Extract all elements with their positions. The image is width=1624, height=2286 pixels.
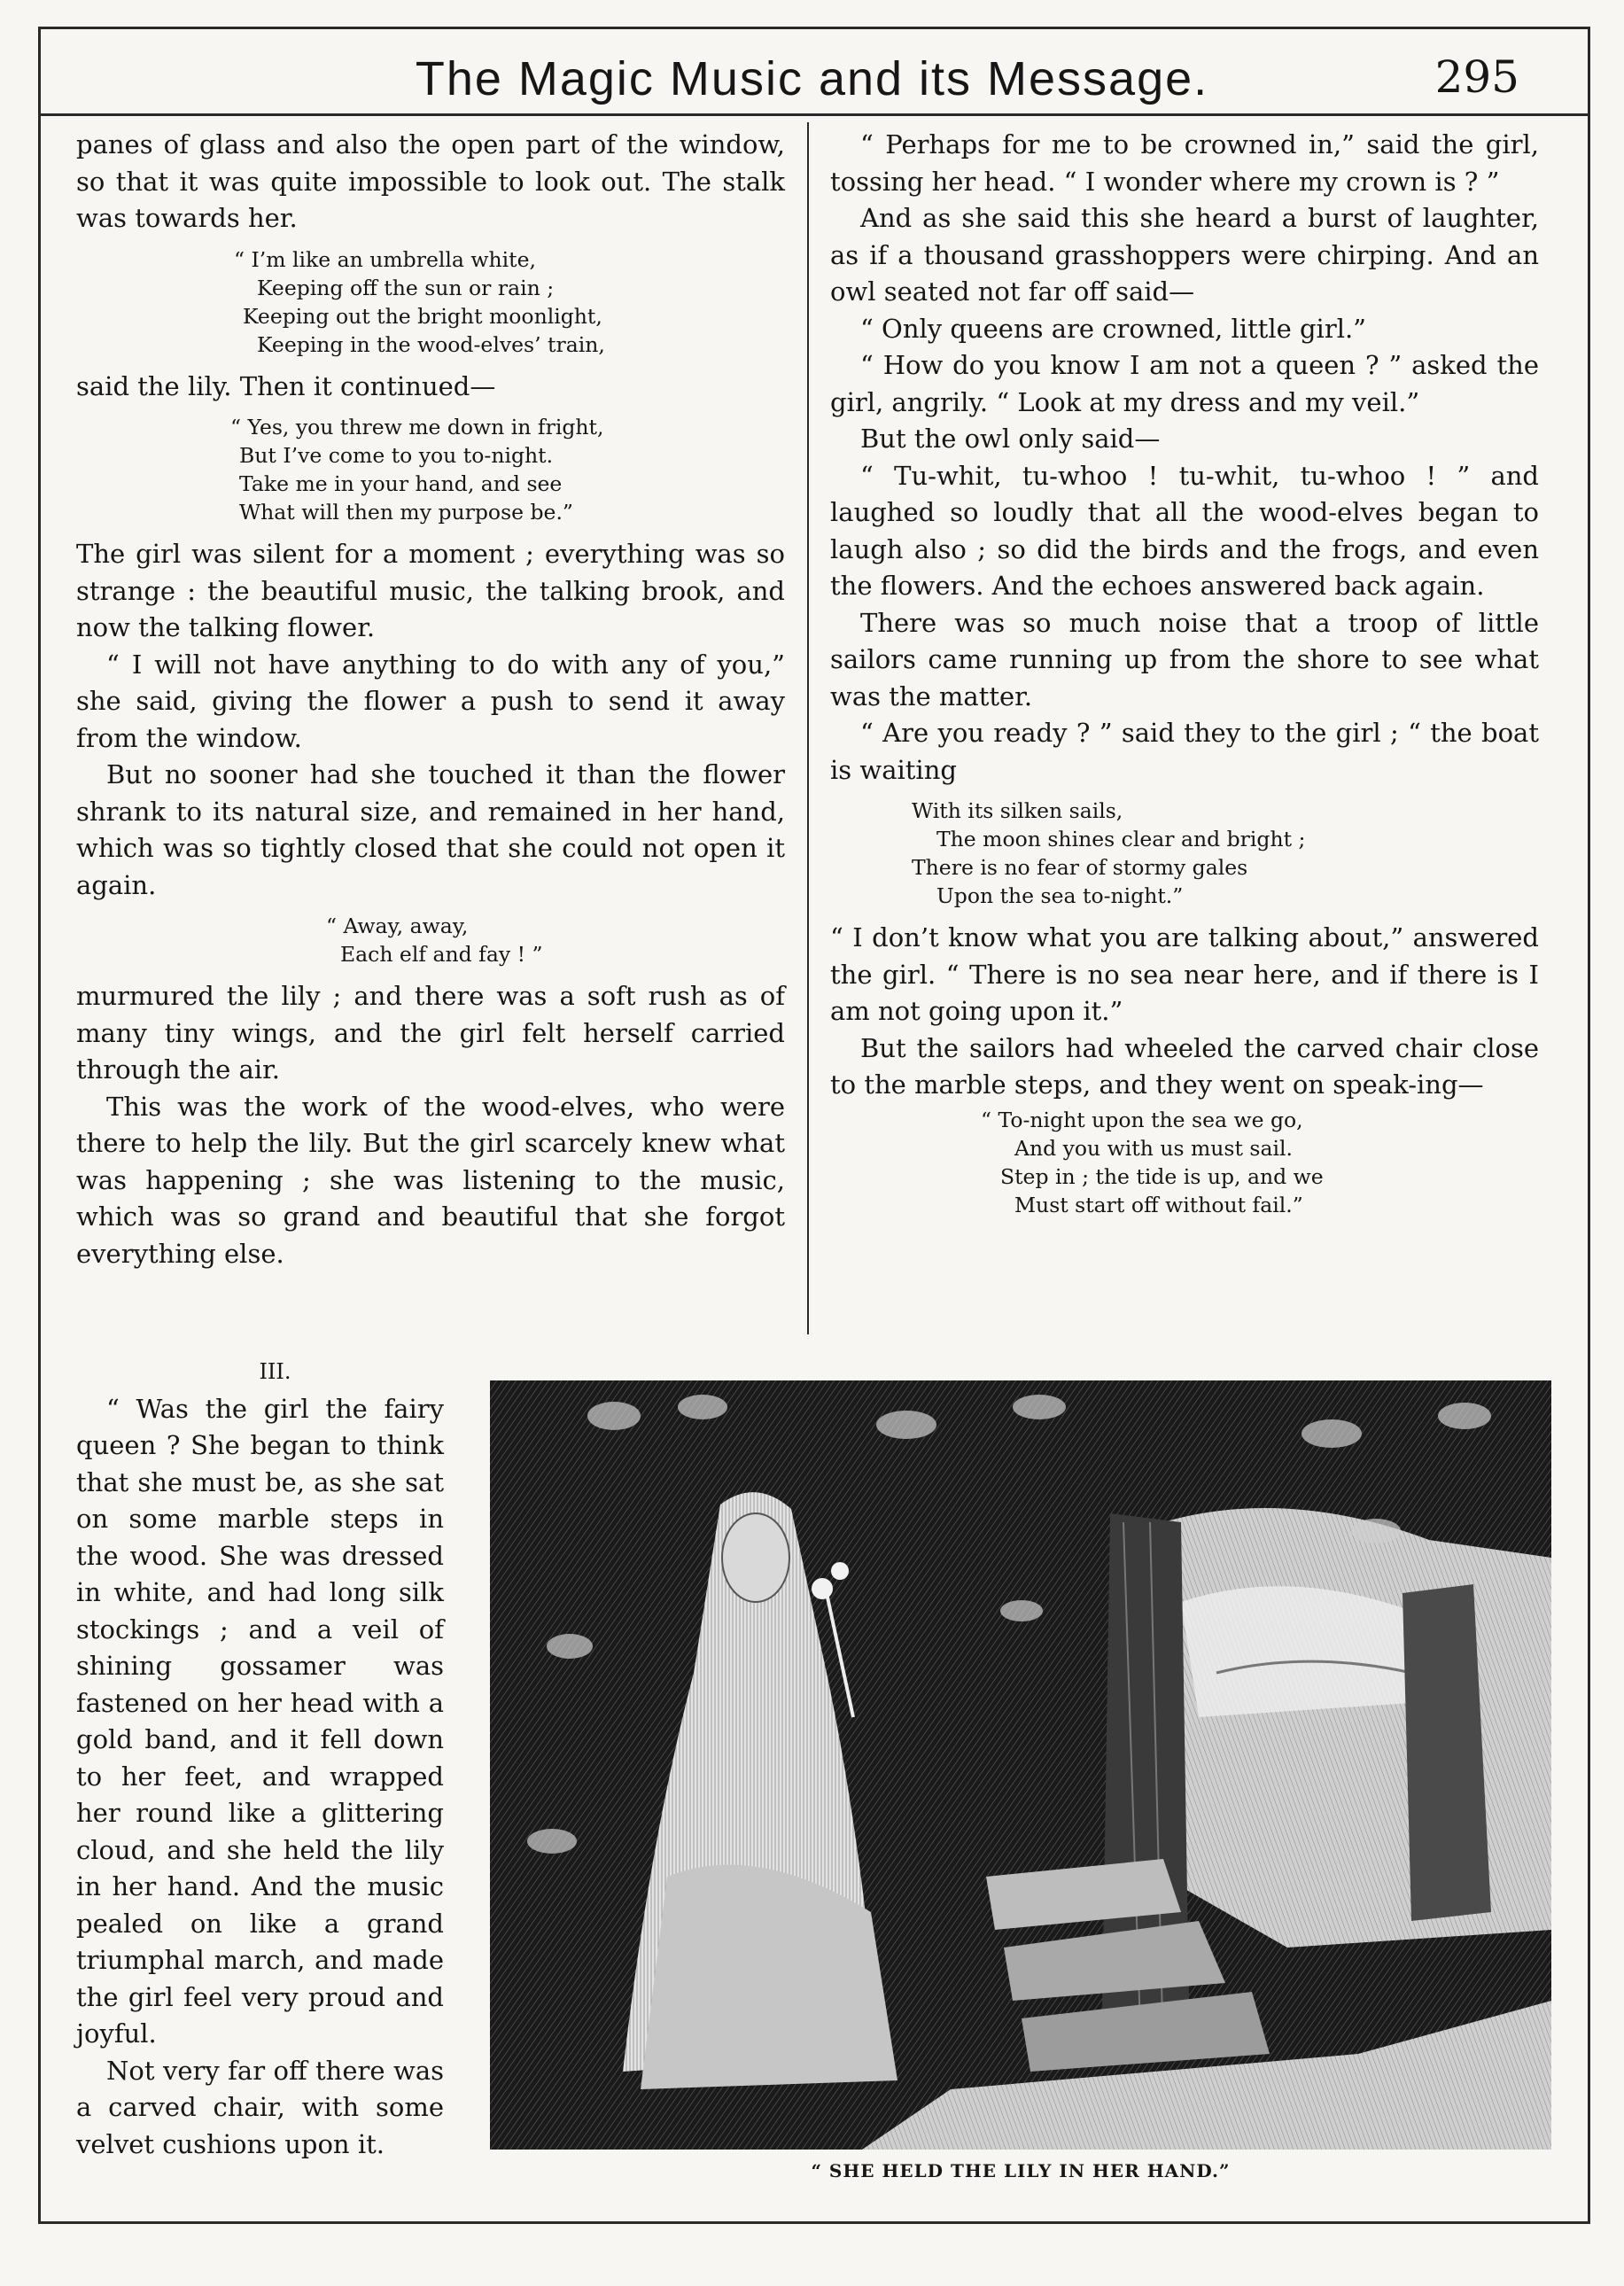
- paragraph: “ Are you ready ? ” said they to the girl ; “ the boat is waiting: [830, 718, 1539, 785]
- paragraph: “ Only queens are crowned, little girl.”: [860, 313, 1367, 344]
- paragraph: said the lily. Then it continued—: [76, 370, 496, 401]
- paragraph: “ I don’t know what you are talking about,” answered the girl. “ There is no sea near here, and if there is I am not going upon it.”: [830, 922, 1539, 1026]
- verse-line: But I’ve come to you to-night.: [239, 443, 554, 468]
- verse-line: There is no fear of stormy gales: [912, 855, 1248, 880]
- verse: [230, 413, 785, 526]
- verse-line: Each elf and fay ! ”: [340, 942, 543, 967]
- verse: [326, 912, 785, 968]
- verse-line: The moon shines clear and bright ;: [936, 827, 1306, 851]
- paragraph: But the owl only said—: [860, 424, 1161, 454]
- verse-line: Keeping off the sun or rain ;: [257, 275, 555, 300]
- paragraph: The girl was silent for a moment ; everything was so strange : the beautiful music, the talking brook, and now the talking flower.: [76, 539, 785, 642]
- verse: [234, 245, 785, 359]
- verse-line: Step in ; the tide is up, and we: [1000, 1163, 1324, 1189]
- engraving-illustration: [490, 1380, 1551, 2150]
- paragraph: murmured the lily ; and there was a soft rush as of many tiny wings, and the girl felt herself carried through the air.: [76, 981, 785, 1085]
- verse: [912, 797, 1539, 910]
- paragraph: Not very far off there was a carved chair, with some velvet cushions upon it.: [76, 2055, 444, 2159]
- verse-line: “ To-night upon the sea we go,: [981, 1107, 1303, 1132]
- verse-line: Must start off without fail.”: [1014, 1192, 1303, 1217]
- header-rule: [38, 113, 1590, 116]
- page-number: 295: [1434, 51, 1519, 103]
- verse-line: “ Yes, you threw me down in fright,: [230, 415, 604, 439]
- verse-line: Take me in your hand, and see: [239, 471, 563, 496]
- paragraph: But no sooner had she touched it than the flower shrank to its natural size, and remained in her hand, which was so tightly closed that she could not open it again.: [76, 759, 785, 900]
- verse-line: “ I’m like an umbrella white,: [234, 246, 536, 272]
- illustration: [490, 1380, 1551, 2150]
- verse-line: Upon the sea to-night.”: [936, 883, 1184, 908]
- paragraph: “ Was the girl the fairy queen ? She began to think that she must be, as she sat on some marble steps in the wood. She was dressed in white, and had long silk stockings ; and a veil of shining gossamer was fastened on her head with a gold band, and it fell down to her feet, and wrapped her round like a glittering cloud, and she held the lily in her hand. And the music pealed on like a grand triumphal march, and made the girl feel very proud and joyful.: [76, 1393, 444, 2049]
- page-title: The Magic Music and its Message.: [415, 52, 1209, 105]
- left-column: [76, 127, 785, 1272]
- paragraph: “ I will not have anything to do with any of you,” she said, giving the flower a push to send it away from the window.: [76, 649, 785, 753]
- verse-line: Keeping out the bright moonlight,: [243, 303, 602, 329]
- illustration-caption: “ SHE HELD THE LILY IN HER HAND.”: [811, 2160, 1231, 2181]
- paragraph: “ Tu-whit, tu-whoo ! tu-whit, tu-whoo ! ” and laughed so loudly that all the wood-elves began to laugh also ; so did the birds and the frogs, and even the flowers. And the echoes answered back again.: [830, 460, 1539, 601]
- verse-line: With its silken sails,: [912, 798, 1123, 823]
- verse: [981, 1106, 1539, 1219]
- bottom-left-column: [76, 1354, 444, 2163]
- verse-line: “ Away, away,: [326, 914, 469, 938]
- verse-line: What will then my purpose be.”: [239, 500, 573, 525]
- verse-line: And you with us must sail.: [1014, 1135, 1293, 1161]
- paragraph: There was so much noise that a troop of little sailors came running up from the shore to see what was the matter.: [830, 607, 1539, 711]
- paragraph: panes of glass and also the open part of the window, so that it was quite impossible to look out. The stalk was towards her.: [76, 129, 785, 233]
- paragraph: “ Perhaps for me to be crowned in,” said the girl, tossing her head. “ I wonder where my crown is ? ”: [830, 129, 1539, 197]
- section-heading: III.: [259, 1359, 291, 1384]
- column-divider: [807, 122, 809, 1334]
- paragraph: This was the work of the wood-elves, who were there to help the lily. But the girl scarcely knew what was happening ; she was listening to the music, which was so grand and beautiful that she forgot everything else.: [76, 1091, 785, 1269]
- paragraph: But the sailors had wheeled the carved chair close to the marble steps, and they went on speak-ing—: [830, 1032, 1539, 1100]
- verse-line: Keeping in the wood-elves’ train,: [257, 331, 605, 357]
- paragraph: “ How do you know I am not a queen ? ” asked the girl, angrily. “ Look at my dress and my veil.”: [830, 350, 1539, 417]
- right-column: [830, 127, 1539, 1229]
- paragraph: And as she said this she heard a burst of laughter, as if a thousand grasshoppers were chirping. And an owl seated not far off said—: [830, 203, 1539, 307]
